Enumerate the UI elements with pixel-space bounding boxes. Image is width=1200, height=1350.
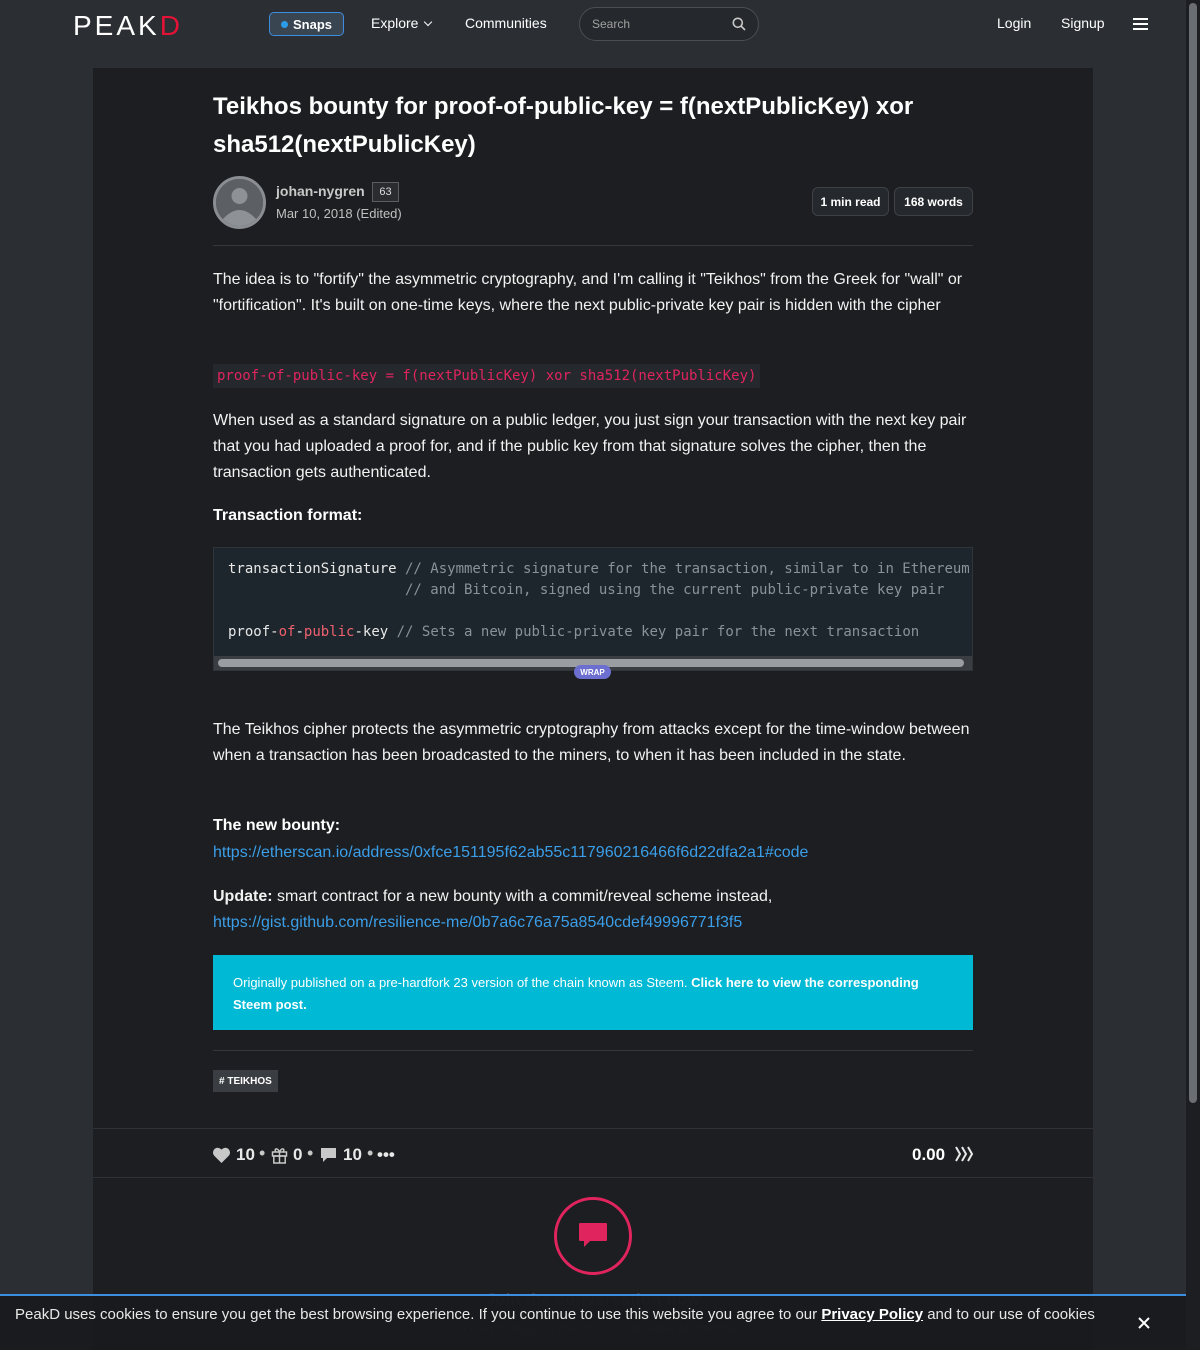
post-card bbox=[93, 68, 1093, 1350]
post-title: Teikhos bounty for proof-of-public-key = f(nextPublicKey) xor sha512(nextPublicKey) bbox=[213, 93, 914, 158]
read-time-badge: 1 min read bbox=[812, 187, 889, 216]
author-avatar[interactable] bbox=[213, 176, 266, 229]
nav-explore[interactable]: Explore bbox=[371, 15, 431, 31]
separator: • bbox=[367, 1143, 374, 1163]
wrap-button[interactable]: WRAP bbox=[574, 665, 611, 679]
inline-code: proof-of-public-key = f(nextPublicKey) xor sha512(nextPublicKey) bbox=[213, 364, 760, 388]
word-count-badge: 168 words bbox=[894, 187, 973, 216]
search-icon[interactable] bbox=[732, 17, 746, 31]
search-input[interactable] bbox=[592, 17, 722, 31]
separator: • bbox=[259, 1143, 266, 1163]
vote-button[interactable]: 10 bbox=[212, 1145, 255, 1165]
page-scrollbar-thumb[interactable] bbox=[1189, 3, 1197, 1103]
reputation-badge: 63 bbox=[372, 182, 399, 202]
privacy-policy-link[interactable]: Privacy Policy bbox=[821, 1306, 924, 1323]
code-block bbox=[213, 547, 973, 671]
transaction-format-heading: Transaction format: bbox=[213, 507, 363, 524]
gift-icon bbox=[271, 1146, 288, 1164]
post-paragraph-3: The Teikhos cipher protects the asymmetric cryptography from attacks except for the time-window between when a transaction has been broadcasted to the miners, to when it has been included in the state. bbox=[213, 721, 970, 764]
divider bbox=[213, 245, 973, 246]
tip-button[interactable]: 0 bbox=[271, 1145, 302, 1165]
code-line-3: proof-of-public-key // Sets a new public-private key pair for the next transaction bbox=[228, 624, 920, 640]
close-icon[interactable] bbox=[1137, 1316, 1151, 1330]
snaps-button[interactable]: Snaps bbox=[269, 12, 344, 36]
cookie-banner bbox=[0, 1294, 1186, 1350]
separator: • bbox=[307, 1143, 314, 1163]
search-box bbox=[579, 7, 759, 41]
post-date: Mar 10, 2018 (Edited) bbox=[276, 206, 402, 221]
top-navbar bbox=[0, 0, 1186, 48]
join-conversation-button[interactable] bbox=[554, 1197, 632, 1275]
divider bbox=[213, 1050, 973, 1051]
update-link[interactable]: https://gist.github.com/resilience-me/0b7a6c76a75a8540cdef49996771f3f5 bbox=[213, 914, 743, 931]
nav-communities[interactable]: Communities bbox=[465, 15, 547, 31]
page-scrollbar[interactable] bbox=[1186, 0, 1200, 1350]
comments-button[interactable]: 10 bbox=[319, 1145, 362, 1165]
cookie-text: PeakD uses cookies to ensure you get the best browsing experience. If you continue to use this website you agree to our Privacy Policy and to our use of cookies bbox=[15, 1306, 1095, 1323]
hive-icon bbox=[955, 1146, 975, 1162]
snaps-dot-icon bbox=[281, 21, 288, 28]
steem-notice-banner: Originally published on a pre-hardfork 23 version of the chain known as Steem. Click here to view the corresponding Steem post. bbox=[213, 955, 973, 1030]
author-name[interactable]: johan-nygren bbox=[276, 183, 365, 199]
bounty-link[interactable]: https://etherscan.io/address/0xfce151195f62ab55c117960216466f6d22dfa2a1#code bbox=[213, 844, 809, 861]
post-paragraph-1: The idea is to "fortify" the asymmetric cryptography, and I'm calling it "Teikhos" from the Greek for "wall" or "fortification". It's built on one-time keys, where the next public-private key pair is hidden with the cipher bbox=[213, 271, 963, 314]
tag-teikhos[interactable]: # TEIKHOS bbox=[213, 1070, 278, 1092]
code-line-2: // and Bitcoin, signed using the current public-private key pair bbox=[228, 582, 945, 598]
comment-icon bbox=[577, 1221, 609, 1251]
peakd-logo[interactable]: PEAKD bbox=[73, 10, 183, 41]
update-paragraph: Update: smart contract for a new bounty with a commit/reveal scheme instead, https://gist.github.com/resilience-me/0b7a6c76a75a8540cdef49996771f3f5 bbox=[213, 888, 773, 931]
steem-post-link[interactable]: Click here to view the corresponding Steem post. bbox=[233, 975, 919, 1012]
heart-icon bbox=[212, 1147, 231, 1164]
new-bounty-heading: The new bounty: bbox=[213, 817, 341, 834]
post-paragraph-2: When used as a standard signature on a public ledger, you just sign your transaction with the next key pair that you had uploaded a proof for, and if the public key from that signature solves the cipher, then the transaction gets authenticated. bbox=[213, 412, 967, 481]
payout-value[interactable]: 0.00 bbox=[912, 1145, 975, 1165]
login-link[interactable]: Login bbox=[997, 15, 1032, 31]
code-line-1: transactionSignature // Asymmetric signature for the transaction, similar to in Ethereum bbox=[228, 561, 970, 577]
post-actions-bar bbox=[93, 1128, 1093, 1178]
chevron-down-icon bbox=[424, 18, 432, 26]
user-avatar-icon bbox=[216, 179, 263, 226]
more-options-button[interactable]: ••• bbox=[377, 1145, 395, 1164]
comment-icon bbox=[319, 1147, 338, 1164]
signup-link[interactable]: Signup bbox=[1061, 15, 1105, 31]
menu-icon[interactable] bbox=[1133, 18, 1148, 30]
